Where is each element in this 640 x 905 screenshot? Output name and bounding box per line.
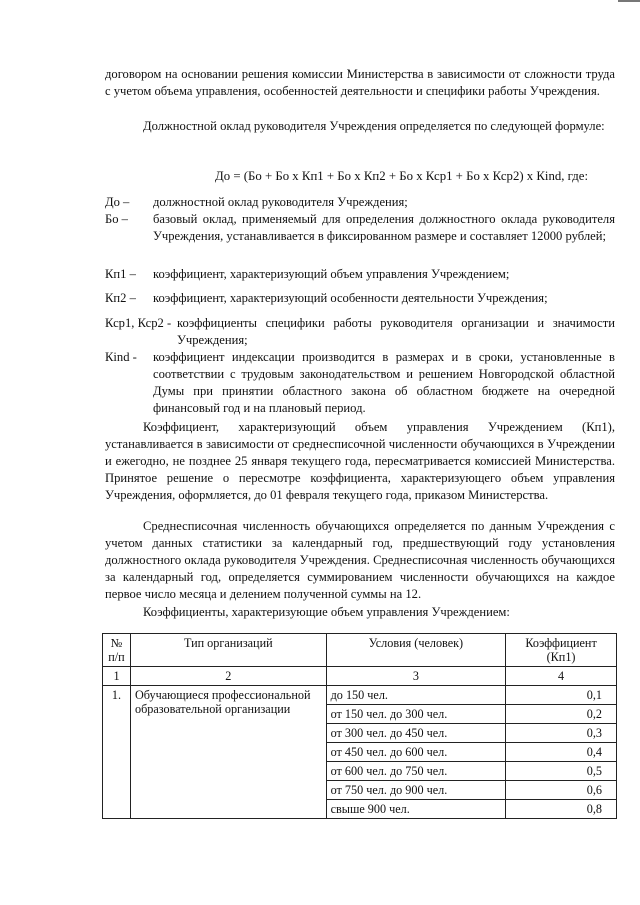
condition-cell: до 150 чел. [326,686,506,705]
column-number: 2 [130,667,326,686]
paragraph-contract: договором на основании решения комиссии Министерства в зависимости от сложности труда с учетом объема управления, особенностей деятельности и специфики работы Учреждения. [105,67,615,98]
column-number: 3 [326,667,506,686]
page-corner-mark [618,0,640,2]
coefficient-cell: 0,4 [506,743,617,762]
condition-cell: от 600 чел. до 750 чел. [326,762,506,781]
definition-text: коэффициент индексации производится в размерах и в сроки, установленные в соответствии с трудовым законодательством и решением Новгородской областной Думы при принятии областного закона об областном бюджете на очередной финансовый год и на плановый период. [153,350,615,415]
paragraph-kp1: Коэффициент, характеризующий объем управления Учреждением (Кп1), устанавливается в зависимости от среднесписочной численности обучающихся в Учреждении и ежегодно, не позднее 25 января текущего года, пересматривается комиссией Министерства. Принятое решение о пересмотре коэффициента, характеризующего объем управления Учреждения, оформляется, до 01 февраля текущего года, приказом Министерства. [105,420,615,502]
paragraph-average-count: Среднесписочная численность обучающихся определяется по данным Учреждения с учетом данных статистики за календарный год, предшествующий году установления должностного оклада руководителя Учреждения. Среднесписочная численность обучающихся за календарный год, определяется суммированием численности обучающихся на каждое первое число месяца и делением полученной суммы на 12. [105,519,615,601]
table-row [103,686,617,705]
definition-item [105,290,615,307]
column-number: 4 [506,667,617,686]
coefficient-cell: 0,2 [506,705,617,724]
condition-cell: от 300 чел. до 450 чел. [326,724,506,743]
org-type-cell: Обучающиеся профессиональной образовательной организации [130,686,326,819]
condition-cell: свыше 900 чел. [326,800,506,819]
coefficient-cell: 0,3 [506,724,617,743]
paragraph-formula-intro: Должностной оклад руководителя Учреждения определяется по следующей формуле: [143,119,605,133]
condition-cell: от 150 чел. до 300 чел. [326,705,506,724]
definition-item [105,349,615,417]
coefficients-table [102,633,617,819]
table-header-row [103,634,617,667]
definition-term: Кind - [105,350,137,364]
coefficient-cell: 0,5 [506,762,617,781]
definition-term: Кср1, Кср2 - [105,316,172,330]
header-number: № п/п [103,634,131,667]
condition-cell: от 450 чел. до 600 чел. [326,743,506,762]
coefficient-cell: 0,6 [506,781,617,800]
coefficient-cell: 0,8 [506,800,617,819]
definition-item [105,211,615,262]
condition-cell: от 750 чел. до 900 чел. [326,781,506,800]
definition-term: Кп1 – [105,267,136,281]
header-org-type: Тип организаций [130,634,326,667]
definition-text: должностной оклад руководителя Учреждения; [153,195,408,209]
salary-formula: Дo = (Бo + Бo х Кп1 + Бo х Кп2 + Бo х Кср1 + Бo х Кср2) х Кind, где: [215,169,589,183]
definition-text: коэффициент, характеризующий объем управления Учреждением; [153,267,510,281]
table-column-numbers-row [103,667,617,686]
coefficient-cell: 0,1 [506,686,617,705]
definition-term: Кп2 – [105,291,136,305]
definition-text: базовый оклад, применяемый для определения должностного оклада руководителя Учреждения, устанавливается в фиксированном размере и составляет 12000 рублей; [153,212,615,243]
row-number: 1. [103,686,131,819]
definition-text: коэффициенты специфики работы руководителя организации и значимости Учреждения; [177,316,615,347]
definition-item [105,315,615,349]
definition-term: Бo – [105,212,128,226]
header-conditions: Условия (человек) [326,634,506,667]
definition-term: Дo – [105,195,130,209]
header-coefficient: Коэффициент (Кп1) [506,634,617,667]
column-number: 1 [103,667,131,686]
definition-item [105,194,615,211]
paragraph-table-intro: Коэффициенты, характеризующие объем управления Учреждением: [143,605,510,619]
definition-item [105,266,615,283]
definition-text: коэффициент, характеризующий особенности деятельности Учреждения; [153,291,548,305]
